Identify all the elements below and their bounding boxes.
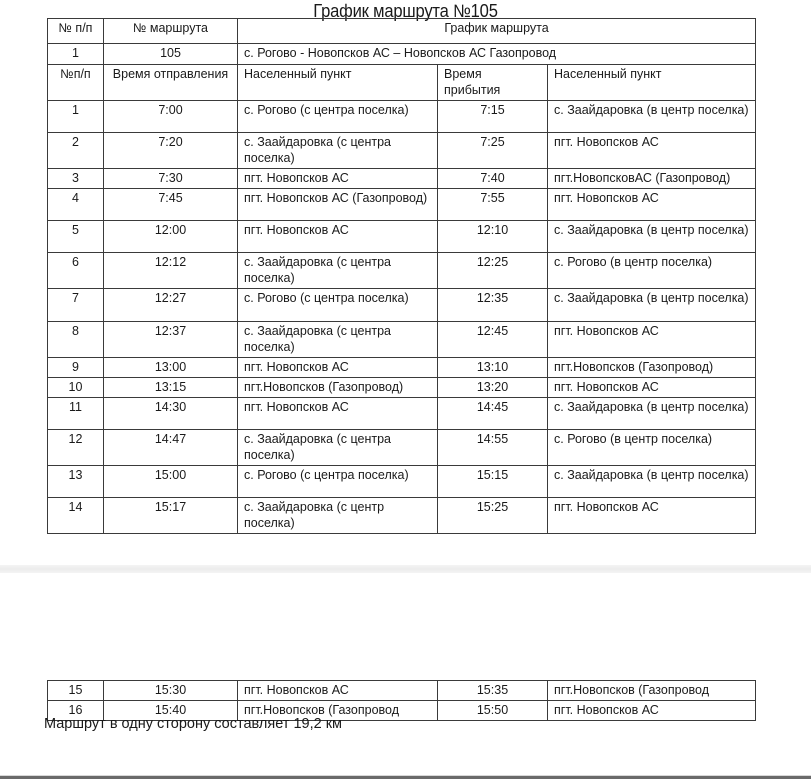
table-row: [48, 358, 756, 378]
row-num: 12: [48, 430, 104, 466]
from-location: пгт. Новопсков АС (Газопровод): [238, 189, 438, 221]
header-schedule: График маршрута: [238, 19, 756, 44]
arrival-time: 15:25: [438, 498, 548, 534]
to-location: с. Заайдаровка (в центр поселка): [548, 289, 756, 322]
departure-time: 14:47: [104, 430, 238, 466]
row-num: 11: [48, 398, 104, 430]
to-location: пгт. Новопсков АС: [548, 498, 756, 534]
arrival-time: 7:55: [438, 189, 548, 221]
departure-time: 7:45: [104, 189, 238, 221]
table-row: [48, 430, 756, 466]
bottom-edge: [0, 775, 811, 779]
table-row: [48, 289, 756, 322]
from-location: пгт. Новопсков АС: [238, 221, 438, 253]
departure-time: 12:37: [104, 322, 238, 358]
to-location: с. Рогово (в центр поселка): [548, 253, 756, 289]
departure-time: 15:17: [104, 498, 238, 534]
departure-time: 14:30: [104, 398, 238, 430]
from-location: пгт.Новопсков (Газопровод: [238, 701, 438, 721]
row-num: 8: [48, 322, 104, 358]
row-num: 9: [48, 358, 104, 378]
table-row: [48, 253, 756, 289]
to-location: пгт.Новопсков (Газопровод): [548, 358, 756, 378]
departure-time: 7:20: [104, 133, 238, 169]
departure-time: 15:30: [104, 681, 238, 701]
from-location: пгт.Новопсков (Газопровод): [238, 378, 438, 398]
summary-schedule: с. Рогово - Новопсков АС – Новопсков АС Газопровод: [238, 44, 756, 65]
arrival-time: 14:55: [438, 430, 548, 466]
to-location: с. Заайдаровка (в центр поселка): [548, 221, 756, 253]
arrival-time: 12:35: [438, 289, 548, 322]
row-num: 15: [48, 681, 104, 701]
from-location: с. Рогово (с центра поселка): [238, 289, 438, 322]
table-row: [48, 221, 756, 253]
route-distance-note: Маршрут в одну сторону составляет 19,2 км: [44, 716, 343, 732]
arrival-time: 13:10: [438, 358, 548, 378]
from-location: с. Заайдаровка (с центра поселка): [238, 322, 438, 358]
from-location: пгт. Новопсков АС: [238, 398, 438, 430]
arrival-time: 7:25: [438, 133, 548, 169]
to-location: с. Заайдаровка (в центр поселка): [548, 466, 756, 498]
summary-row: [48, 44, 756, 65]
summary-header-row: [48, 19, 756, 44]
to-location: пгт. Новопсков АС: [548, 133, 756, 169]
from-location: с. Заайдаровка (с центра поселка): [238, 133, 438, 169]
arrival-time: 15:15: [438, 466, 548, 498]
to-location: пгт. Новопсков АС: [548, 378, 756, 398]
col-arrival-time: Время прибытия: [438, 65, 548, 101]
col-departure-time: Время отправления: [104, 65, 238, 101]
from-location: пгт. Новопсков АС: [238, 358, 438, 378]
row-num: 1: [48, 101, 104, 133]
schedule-table: [47, 18, 756, 534]
col-to: Населенный пункт: [548, 65, 756, 101]
to-location: с. Заайдаровка (в центр поселка): [548, 398, 756, 430]
departure-time: 7:30: [104, 169, 238, 189]
row-num: 6: [48, 253, 104, 289]
to-location: с. Заайдаровка (в центр поселка): [548, 101, 756, 133]
arrival-time: 12:45: [438, 322, 548, 358]
from-location: с. Рогово (с центра поселка): [238, 101, 438, 133]
from-location: пгт. Новопсков АС: [238, 169, 438, 189]
column-header-row: [48, 65, 756, 101]
from-location: с. Рогово (с центра поселка): [238, 466, 438, 498]
to-location: с. Рогово (в центр поселка): [548, 430, 756, 466]
summary-route: 105: [104, 44, 238, 65]
from-location: пгт. Новопсков АС: [238, 681, 438, 701]
row-num: 16: [48, 701, 104, 721]
arrival-time: 7:15: [438, 101, 548, 133]
row-num: 7: [48, 289, 104, 322]
table-row: [48, 378, 756, 398]
departure-time: 13:00: [104, 358, 238, 378]
arrival-time: 7:40: [438, 169, 548, 189]
table-row: [48, 466, 756, 498]
arrival-time: 15:35: [438, 681, 548, 701]
col-num: №п/п: [48, 65, 104, 101]
table-row: [48, 133, 756, 169]
arrival-time: 12:25: [438, 253, 548, 289]
departure-time: 15:00: [104, 466, 238, 498]
departure-time: 15:40: [104, 701, 238, 721]
departure-time: 7:00: [104, 101, 238, 133]
to-location: пгт. Новопсков АС: [548, 701, 756, 721]
row-num: 14: [48, 498, 104, 534]
from-location: с. Заайдаровка (с центра поселка): [238, 253, 438, 289]
row-num: 13: [48, 466, 104, 498]
departure-time: 12:27: [104, 289, 238, 322]
from-location: с. Заайдаровка (с центра поселка): [238, 430, 438, 466]
arrival-time: 12:10: [438, 221, 548, 253]
table-row: [48, 322, 756, 358]
arrival-time: 13:20: [438, 378, 548, 398]
summary-num: 1: [48, 44, 104, 65]
to-location: пгт.Новопсков (Газопровод: [548, 681, 756, 701]
row-num: 3: [48, 169, 104, 189]
table-row: [48, 169, 756, 189]
document-title: График маршрута №105: [313, 1, 498, 21]
departure-time: 13:15: [104, 378, 238, 398]
row-num: 10: [48, 378, 104, 398]
row-num: 5: [48, 221, 104, 253]
to-location: пгт.НовопсковАС (Газопровод): [548, 169, 756, 189]
arrival-time: 14:45: [438, 398, 548, 430]
table-row: [48, 681, 756, 701]
table-row: [48, 101, 756, 133]
page-break: [0, 565, 811, 573]
to-location: пгт. Новопсков АС: [548, 322, 756, 358]
row-num: 2: [48, 133, 104, 169]
header-num: № п/п: [48, 19, 104, 44]
table-row: [48, 498, 756, 534]
departure-time: 12:00: [104, 221, 238, 253]
from-location: с. Заайдаровка (с центр поселка): [238, 498, 438, 534]
table-row: [48, 398, 756, 430]
departure-time: 12:12: [104, 253, 238, 289]
arrival-time: 15:50: [438, 701, 548, 721]
col-from: Населенный пункт: [238, 65, 438, 101]
table-row: [48, 189, 756, 221]
header-route: № маршрута: [104, 19, 238, 44]
to-location: пгт. Новопсков АС: [548, 189, 756, 221]
row-num: 4: [48, 189, 104, 221]
